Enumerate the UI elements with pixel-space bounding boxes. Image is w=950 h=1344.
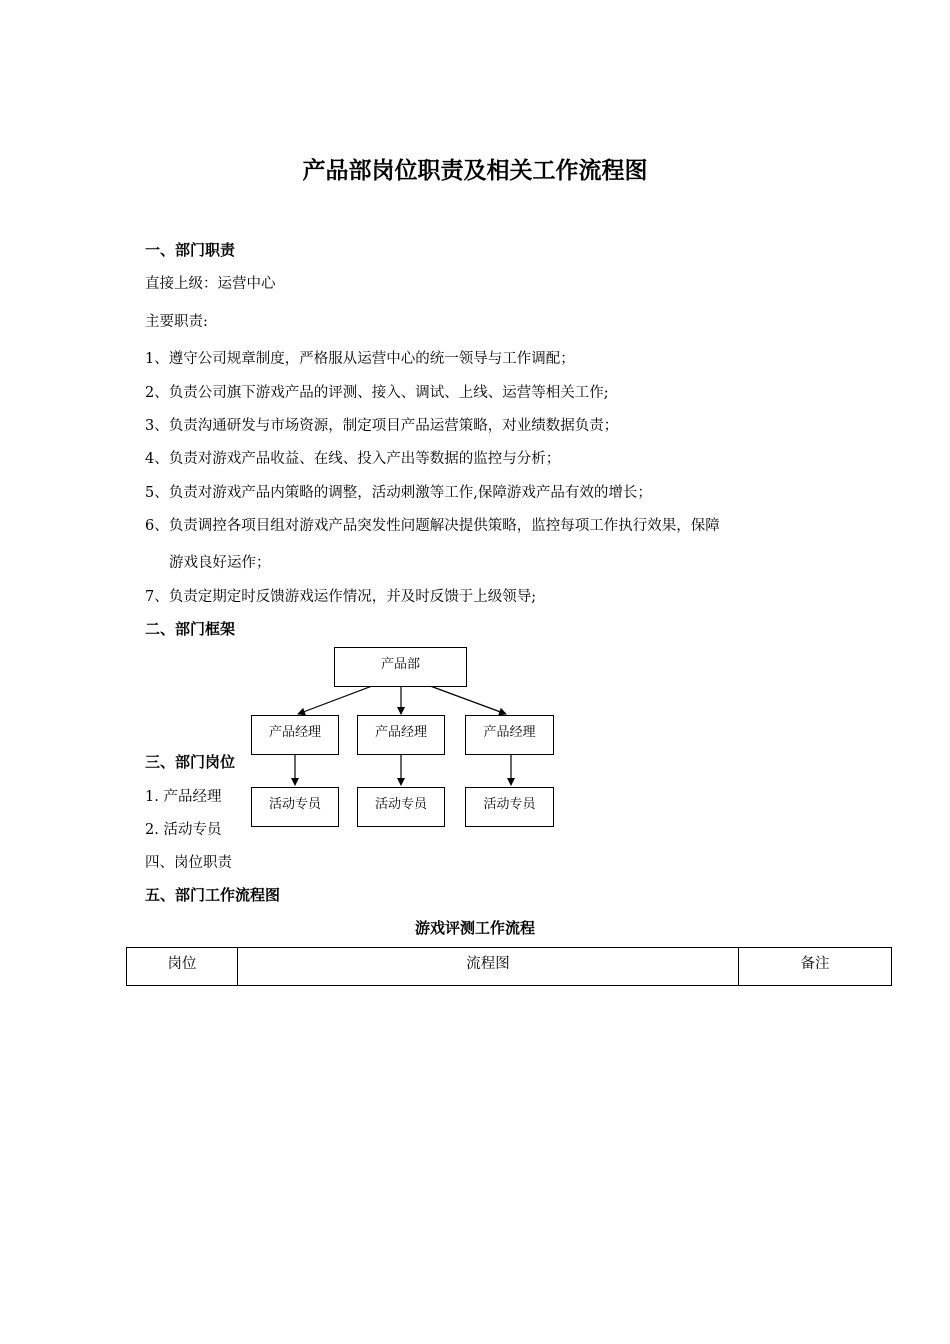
org-node-activity-specialist: 活动专员 (465, 787, 554, 827)
duty-item-continuation: 游戏良好运作； (169, 555, 271, 571)
org-node-product-manager: 产品经理 (465, 715, 554, 755)
position-item: 2. 活动专员 (145, 822, 222, 838)
workflow-table (126, 947, 892, 986)
section-heading-department-duties: 一、部门职责 (145, 241, 236, 259)
section-heading-positions: 三、部门岗位 (145, 753, 236, 771)
direct-superior: 直接上级：运营中心 (145, 276, 276, 292)
duties-label: 主要职责: (145, 314, 208, 330)
duty-item: 4、负责对游戏产品收益、在线、投入产出等数据的监控与分析； (145, 451, 561, 467)
org-node-activity-specialist: 活动专员 (357, 787, 445, 827)
org-node-product-dept: 产品部 (334, 647, 467, 687)
position-item: 1. 产品经理 (145, 789, 222, 805)
org-node-activity-specialist: 活动专员 (251, 787, 339, 827)
table-header-row (127, 948, 892, 986)
column-header-remarks: 备注 (739, 948, 892, 986)
duty-item: 3、负责沟通研发与市场资源，制定项目产品运营策略，对业绩数据负责； (145, 418, 619, 434)
page-title: 产品部岗位职责及相关工作流程图 (302, 158, 648, 184)
duty-item: 2、负责公司旗下游戏产品的评测、接入、调试、上线、运营等相关工作; (145, 385, 609, 401)
duty-item: 7、负责定期定时反馈游戏运作情况，并及时反馈于上级领导; (145, 589, 537, 605)
duty-item: 5、负责对游戏产品内策略的调整，活动刺激等工作,保障游戏产品有效的增长； (145, 485, 652, 501)
column-header-position: 岗位 (127, 948, 238, 986)
section-heading-department-structure: 二、部门框架 (145, 620, 236, 638)
duty-item: 1、遵守公司规章制度，严格服从运营中心的统一领导与工作调配； (145, 351, 575, 367)
org-node-product-manager: 产品经理 (357, 715, 445, 755)
duty-item: 6、负责调控各项目组对游戏产品突发性问题解决提供策略，监控每项工作执行效果，保障 (145, 518, 720, 534)
section-heading-job-duties: 四、岗位职责 (145, 855, 232, 871)
org-node-product-manager: 产品经理 (251, 715, 339, 755)
column-header-flowchart: 流程图 (238, 948, 739, 986)
workflow-table-title: 游戏评测工作流程 (414, 919, 535, 937)
section-heading-workflow: 五、部门工作流程图 (145, 886, 281, 904)
